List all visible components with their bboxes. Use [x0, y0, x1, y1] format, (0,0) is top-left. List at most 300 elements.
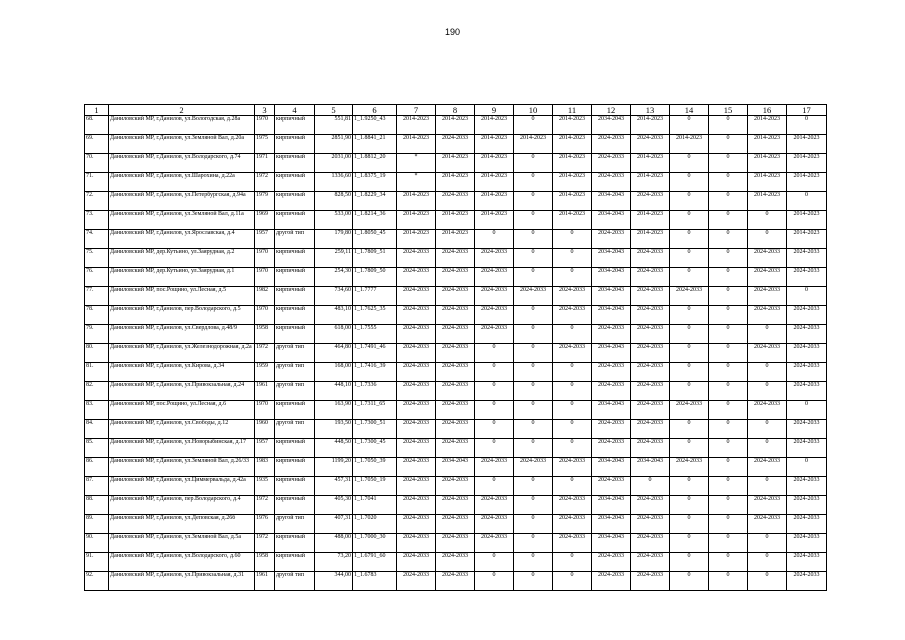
table-cell: 0 [475, 420, 514, 439]
table-cell: 2014-2023 [514, 135, 553, 154]
table-cell: 2014-2023 [475, 154, 514, 173]
table-cell: 2024-2033 [670, 287, 709, 306]
table-cell: 2024-2033 [787, 515, 827, 534]
table-cell: 483,10 [315, 306, 353, 325]
table-row [85, 534, 827, 553]
table-cell: 254,30 [315, 268, 353, 287]
table-cell: Даниловский МР, г.Данилов, ул.Ярославская, д.4 [109, 230, 255, 249]
table-cell: 2024-2033 [631, 249, 670, 268]
table-cell: 2024-2033 [475, 249, 514, 268]
table-cell: 0 [709, 211, 748, 230]
table-cell: кирпичный [275, 401, 315, 420]
table-cell: 2024-2033 [631, 534, 670, 553]
table-cell: 2014-2023 [748, 173, 787, 192]
table-row [85, 572, 827, 591]
table-cell: 0 [553, 230, 592, 249]
table-cell: 2024-2033 [436, 477, 475, 496]
table-cell: 73. [85, 211, 109, 230]
table-row [85, 439, 827, 458]
table-cell: 344,00 [315, 572, 353, 591]
table-cell: 2024-2033 [631, 325, 670, 344]
table-cell: кирпичный [275, 477, 315, 496]
table-cell: 0 [709, 135, 748, 154]
table-cell: 1970 [255, 249, 275, 268]
table-cell: 618,00 [315, 325, 353, 344]
table-cell: 1_1.8229_34 [353, 192, 397, 211]
table-cell: 0 [670, 249, 709, 268]
table-cell: 82. [85, 382, 109, 401]
table-row [85, 496, 827, 515]
table-cell: 0 [514, 401, 553, 420]
table-cell: 2024-2033 [748, 268, 787, 287]
table-cell: 0 [748, 439, 787, 458]
table-row [85, 382, 827, 401]
table-cell: 0 [670, 496, 709, 515]
table-cell: 2024-2033 [787, 420, 827, 439]
table-cell: 2024-2033 [436, 572, 475, 591]
table-cell: 2014-2023 [631, 230, 670, 249]
table-cell: Даниловский МР, г.Данилов, ул.Володарского, д.74 [109, 154, 255, 173]
table-cell: 2024-2033 [436, 439, 475, 458]
table-cell: кирпичный [275, 553, 315, 572]
table-cell: 2034-2043 [592, 116, 631, 135]
table-cell: 1_1.7300_45 [353, 439, 397, 458]
table-cell: 2024-2033 [631, 268, 670, 287]
table-cell: 1_1.7416_39 [353, 363, 397, 382]
table-cell: 0 [709, 477, 748, 496]
table-cell: 0 [787, 401, 827, 420]
table-cell: 0 [670, 534, 709, 553]
table-cell: 2014-2023 [631, 154, 670, 173]
table-cell: другой тип [275, 363, 315, 382]
table-cell: 2014-2023 [670, 135, 709, 154]
table-cell: 0 [553, 268, 592, 287]
table-row [85, 477, 827, 496]
table-cell: 1961 [255, 382, 275, 401]
table-cell: 1976 [255, 515, 275, 534]
table-cell: 0 [709, 287, 748, 306]
table-header [85, 105, 827, 116]
table-cell: 1983 [255, 458, 275, 477]
table-cell: кирпичный [275, 154, 315, 173]
table-cell: 2024-2033 [475, 306, 514, 325]
table-cell: 0 [553, 382, 592, 401]
table-cell: 2014-2023 [748, 116, 787, 135]
table-cell: 1957 [255, 230, 275, 249]
table-cell: 2024-2033 [436, 496, 475, 515]
table-cell: 2024-2033 [631, 192, 670, 211]
table-cell: 2024-2033 [397, 439, 436, 458]
table-cell: 259,11 [315, 249, 353, 268]
table-cell: 2024-2033 [475, 496, 514, 515]
table-cell: 72. [85, 192, 109, 211]
register-table [84, 104, 827, 591]
table-cell: Даниловский МР, г.Данилов, ул.Земляной Вал, д.5а [109, 534, 255, 553]
table-cell: 2024-2033 [397, 363, 436, 382]
table-cell: 2024-2033 [436, 287, 475, 306]
table-cell: 0 [514, 420, 553, 439]
column-header-4: 4 [275, 105, 315, 116]
table-cell: 0 [670, 230, 709, 249]
table-cell: 405,30 [315, 496, 353, 515]
table-cell: кирпичный [275, 173, 315, 192]
table-cell: 1_1.7311_65 [353, 401, 397, 420]
table-cell: 2014-2023 [436, 173, 475, 192]
table-cell: 2024-2033 [397, 477, 436, 496]
table-cell: 2024-2033 [436, 382, 475, 401]
table-cell: 0 [709, 230, 748, 249]
table-cell: 1970 [255, 401, 275, 420]
table-cell: 551,81 [315, 116, 353, 135]
table-cell: 448,10 [315, 382, 353, 401]
table-cell: Даниловский МР, г.Данилов, ул.Вологодская, д.28а [109, 116, 255, 135]
table-cell: 1_1.7809_51 [353, 249, 397, 268]
table-cell: 2014-2023 [475, 192, 514, 211]
table-cell: 0 [670, 116, 709, 135]
table-cell: 0 [709, 344, 748, 363]
table-cell: 2024-2033 [631, 135, 670, 154]
table-cell: Даниловский МР, г.Данилов, ул.Земляной Вал, д.26/33 [109, 458, 255, 477]
table-cell: Даниловский МР, г.Данилов, ул.Циммервальда, д.42а [109, 477, 255, 496]
table-cell: 2024-2033 [748, 458, 787, 477]
table-cell: 1_1.7300_51 [353, 420, 397, 439]
table-cell: 2014-2023 [553, 135, 592, 154]
table-cell: 2014-2023 [787, 173, 827, 192]
table-cell: 2014-2023 [748, 135, 787, 154]
table-cell: 1_1.8214_36 [353, 211, 397, 230]
table-cell: кирпичный [275, 458, 315, 477]
table-cell: Даниловский МР, г.Данилов, ул.Земляной Вал, д.11а [109, 211, 255, 230]
table-cell: 1_1.7050_19 [353, 477, 397, 496]
table-cell: Даниловский МР, дер.Кутьино, ул.Заярудная, д.2 [109, 249, 255, 268]
table-cell: 0 [514, 363, 553, 382]
table-cell: 90. [85, 534, 109, 553]
table-cell: 2024-2033 [787, 325, 827, 344]
table-cell: 2024-2033 [436, 268, 475, 287]
table-cell: 0 [787, 192, 827, 211]
table-row [85, 135, 827, 154]
table-cell: 79. [85, 325, 109, 344]
table-cell: кирпичный [275, 249, 315, 268]
table-cell: 2014-2023 [748, 154, 787, 173]
table-cell: 0 [514, 249, 553, 268]
table-cell: 0 [553, 439, 592, 458]
table-cell: 0 [670, 192, 709, 211]
table-cell: 0 [748, 230, 787, 249]
table-cell: другой тип [275, 420, 315, 439]
table-cell: 0 [670, 572, 709, 591]
table-cell: Даниловский МР, г.Данилов, ул.Кирова, д.34 [109, 363, 255, 382]
table-cell: 163,90 [315, 401, 353, 420]
table-cell: 69. [85, 135, 109, 154]
column-header-16: 16 [748, 105, 787, 116]
table-cell: 2024-2033 [592, 325, 631, 344]
table-cell: кирпичный [275, 439, 315, 458]
table-cell: * [397, 173, 436, 192]
table-cell: 0 [514, 553, 553, 572]
table-cell: 2014-2023 [397, 192, 436, 211]
table-cell: 0 [670, 268, 709, 287]
table-cell: 2024-2033 [436, 306, 475, 325]
table-cell: 2024-2033 [397, 458, 436, 477]
column-header-11: 11 [553, 105, 592, 116]
table-cell: 1_1.7050_39 [353, 458, 397, 477]
table-cell: 464,80 [315, 344, 353, 363]
table-cell: Даниловский МР, г.Данилов, ул.Привокзальная, д.31 [109, 572, 255, 591]
table-cell: 2024-2033 [436, 192, 475, 211]
table-cell: 1970 [255, 268, 275, 287]
table-cell: 1_1.9250_43 [353, 116, 397, 135]
table-cell: 2024-2033 [553, 496, 592, 515]
table-cell: 0 [475, 553, 514, 572]
table-cell: Даниловский МР, г.Данилов, ул.Земляной Вал, д.20а [109, 135, 255, 154]
column-header-5: 5 [315, 105, 353, 116]
table-cell: 0 [709, 553, 748, 572]
table-cell: 2014-2023 [397, 211, 436, 230]
table-cell: 1972 [255, 534, 275, 553]
table-cell: 0 [514, 344, 553, 363]
table-cell: 2024-2033 [397, 344, 436, 363]
table-cell: Даниловский МР, г.Данилов, ул.Железнодорожная, д.2а [109, 344, 255, 363]
table-cell: 2014-2023 [553, 211, 592, 230]
table-cell: Даниловский МР, г.Данилов, ул.Свердлова, д.48/9 [109, 325, 255, 344]
table-cell: 2851,90 [315, 135, 353, 154]
table-cell: 2014-2023 [787, 230, 827, 249]
table-cell: 1_1.8050_45 [353, 230, 397, 249]
column-header-6: 6 [353, 105, 397, 116]
table-cell: 1_1.7809_50 [353, 268, 397, 287]
table-cell: 2024-2033 [592, 439, 631, 458]
table-cell: 2024-2033 [787, 496, 827, 515]
table-cell: 0 [709, 515, 748, 534]
table-cell: 2014-2023 [553, 116, 592, 135]
table-cell: 2024-2033 [592, 420, 631, 439]
table-cell: 2024-2033 [592, 135, 631, 154]
table-cell: Даниловский МР, пос.Рощино, ул.Лесная, д.6 [109, 401, 255, 420]
table-cell: 1_1.8841_21 [353, 135, 397, 154]
table-cell: 1_1.6791_60 [353, 553, 397, 572]
table-cell: 2014-2023 [475, 135, 514, 154]
table-cell: 1_1.8375_19 [353, 173, 397, 192]
table-cell: 75. [85, 249, 109, 268]
table-cell: 2024-2033 [397, 401, 436, 420]
table-cell: 2024-2033 [748, 306, 787, 325]
table-cell: кирпичный [275, 211, 315, 230]
table-cell: 2014-2023 [397, 135, 436, 154]
table-row [85, 249, 827, 268]
table-cell: 0 [514, 496, 553, 515]
table-cell: 0 [787, 287, 827, 306]
table-cell: 2024-2033 [553, 306, 592, 325]
table-cell: 828,50 [315, 192, 353, 211]
table-cell: 0 [514, 306, 553, 325]
table-cell: 2024-2033 [475, 534, 514, 553]
table-cell: 2024-2033 [631, 496, 670, 515]
table-cell: 2024-2033 [592, 173, 631, 192]
column-header-9: 9 [475, 105, 514, 116]
table-body [85, 116, 827, 591]
table-cell: 2024-2033 [436, 135, 475, 154]
table-cell: 1972 [255, 344, 275, 363]
table-cell: 0 [670, 173, 709, 192]
table-cell: другой тип [275, 344, 315, 363]
table-cell: 0 [709, 439, 748, 458]
table-cell: 1982 [255, 287, 275, 306]
table-cell: 2024-2033 [592, 572, 631, 591]
table-cell: 84. [85, 420, 109, 439]
table-cell: 0 [670, 344, 709, 363]
table-cell: 2024-2033 [397, 287, 436, 306]
table-cell: 2024-2033 [436, 420, 475, 439]
table-cell: 2024-2033 [787, 534, 827, 553]
table-cell: 2024-2033 [592, 382, 631, 401]
table-cell: 0 [514, 268, 553, 287]
table-cell: 734,60 [315, 287, 353, 306]
table-cell: 2024-2033 [631, 572, 670, 591]
table-cell: 0 [709, 496, 748, 515]
table-cell: 2024-2033 [436, 534, 475, 553]
column-header-15: 15 [709, 105, 748, 116]
column-header-2: 2 [109, 105, 255, 116]
table-cell: 2024-2033 [436, 515, 475, 534]
table-cell: 0 [553, 477, 592, 496]
table-cell: 2024-2033 [631, 287, 670, 306]
table-cell: 2034-2043 [436, 458, 475, 477]
table-cell: 1_1.7777 [353, 287, 397, 306]
table-cell: кирпичный [275, 496, 315, 515]
table-cell: 0 [670, 420, 709, 439]
table-cell: 2024-2033 [748, 287, 787, 306]
table-cell: 0 [748, 382, 787, 401]
table-cell: 2024-2033 [436, 344, 475, 363]
table-cell: 0 [748, 572, 787, 591]
table-cell: 0 [514, 192, 553, 211]
table-cell: 71. [85, 173, 109, 192]
table-cell: 2024-2033 [748, 401, 787, 420]
table-cell: 0 [709, 154, 748, 173]
table-cell: 2024-2033 [592, 363, 631, 382]
table-cell: Даниловский МР, г.Данилов, ул.Новорыбинская, д.17 [109, 439, 255, 458]
table-cell: 0 [553, 401, 592, 420]
table-cell: 0 [475, 382, 514, 401]
table-cell: 2014-2023 [787, 135, 827, 154]
table-cell: 2034-2043 [592, 249, 631, 268]
column-header-13: 13 [631, 105, 670, 116]
table-row [85, 553, 827, 572]
table-cell: 73,20 [315, 553, 353, 572]
table-cell: 2014-2023 [436, 116, 475, 135]
table-cell: 78. [85, 306, 109, 325]
table-cell: 0 [748, 534, 787, 553]
table-cell: 0 [670, 306, 709, 325]
table-cell: 2014-2023 [787, 154, 827, 173]
table-cell: 80. [85, 344, 109, 363]
table-cell: другой тип [275, 230, 315, 249]
table-cell: 1972 [255, 173, 275, 192]
table-cell: 0 [709, 192, 748, 211]
register-table-container [84, 104, 826, 591]
table-row [85, 420, 827, 439]
table-cell: 0 [514, 325, 553, 344]
table-cell: 88. [85, 496, 109, 515]
table-cell: 1969 [255, 211, 275, 230]
table-cell: 2024-2033 [475, 325, 514, 344]
table-cell: 91. [85, 553, 109, 572]
table-cell: 2034-2043 [592, 401, 631, 420]
table-cell: 2034-2043 [592, 458, 631, 477]
table-cell: 1_1.7020 [353, 515, 397, 534]
table-cell: 1970 [255, 306, 275, 325]
table-cell: 1_1.6783 [353, 572, 397, 591]
table-cell: 0 [670, 382, 709, 401]
table-cell: 0 [709, 363, 748, 382]
table-cell: 2014-2023 [397, 116, 436, 135]
table-cell: 0 [670, 477, 709, 496]
table-cell: 1971 [255, 154, 275, 173]
table-cell: 2024-2033 [397, 325, 436, 344]
table-cell: 0 [709, 420, 748, 439]
column-header-12: 12 [592, 105, 631, 116]
table-cell: 1979 [255, 192, 275, 211]
table-cell: Даниловский МР, г.Данилов, ул.Деповская, д.26б [109, 515, 255, 534]
table-cell: 0 [514, 572, 553, 591]
table-cell: 2031,00 [315, 154, 353, 173]
table-cell: 2024-2033 [397, 534, 436, 553]
table-cell: Даниловский МР, г.Данилов, пер.Володарского, д.5 [109, 306, 255, 325]
table-cell: кирпичный [275, 306, 315, 325]
table-cell: 2024-2033 [631, 553, 670, 572]
table-cell: 0 [709, 325, 748, 344]
table-row [85, 154, 827, 173]
table-cell: 1972 [255, 496, 275, 515]
table-cell: 2024-2033 [553, 515, 592, 534]
table-cell: другой тип [275, 382, 315, 401]
table-cell: 2024-2033 [592, 553, 631, 572]
table-cell: 86. [85, 458, 109, 477]
table-cell: 92. [85, 572, 109, 591]
table-cell: 0 [787, 116, 827, 135]
table-cell: 0 [553, 572, 592, 591]
table-cell: 0 [514, 515, 553, 534]
table-cell: 2024-2033 [514, 458, 553, 477]
table-cell: 2024-2033 [436, 401, 475, 420]
table-row [85, 306, 827, 325]
table-cell: 2024-2033 [553, 344, 592, 363]
table-cell: 2024-2033 [514, 287, 553, 306]
table-cell: 0 [514, 382, 553, 401]
table-cell: 2024-2033 [787, 439, 827, 458]
table-row [85, 173, 827, 192]
table-cell: 0 [670, 325, 709, 344]
table-cell: 2024-2033 [397, 420, 436, 439]
column-header-17: 17 [787, 105, 827, 116]
table-cell: 407,31 [315, 515, 353, 534]
table-cell: 0 [709, 306, 748, 325]
table-cell: 0 [475, 344, 514, 363]
table-cell: 2024-2033 [748, 515, 787, 534]
table-row [85, 230, 827, 249]
table-cell: 0 [709, 249, 748, 268]
table-cell: кирпичный [275, 192, 315, 211]
table-cell: кирпичный [275, 116, 315, 135]
table-cell: 0 [709, 401, 748, 420]
table-cell: 0 [475, 230, 514, 249]
table-cell: 2024-2033 [787, 268, 827, 287]
table-cell: 2014-2023 [553, 154, 592, 173]
table-cell: 2024-2033 [397, 553, 436, 572]
table-cell: 2034-2043 [592, 192, 631, 211]
table-cell: 2024-2033 [553, 287, 592, 306]
